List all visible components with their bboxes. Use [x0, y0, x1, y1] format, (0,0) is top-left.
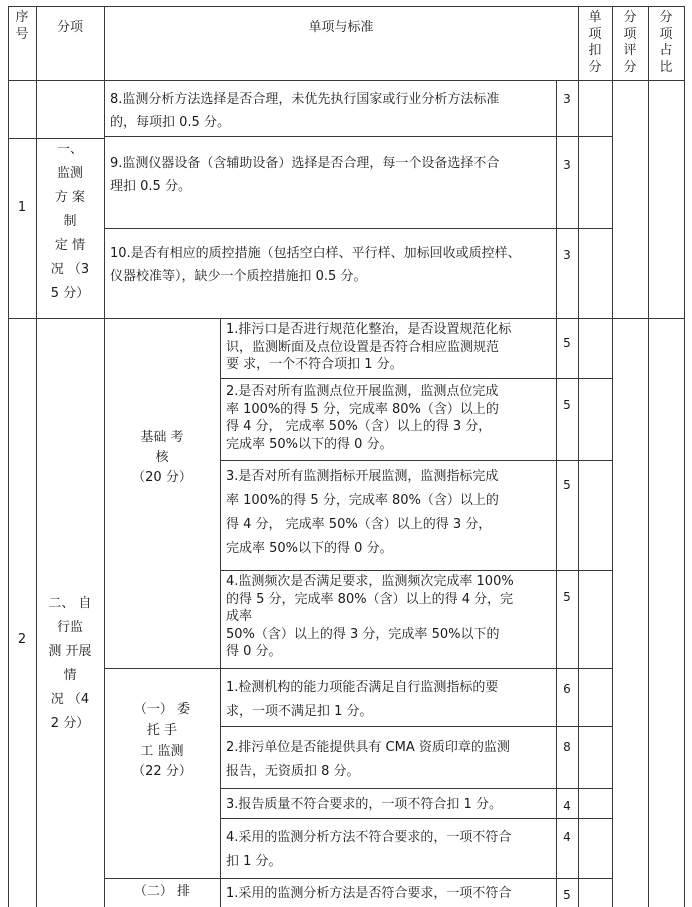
rule-c3-bottom [220, 818, 612, 819]
header-section: 分项 [56, 20, 83, 35]
rule-right [684, 6, 685, 907]
rule-item9-bottom [104, 228, 612, 229]
section-seq: 2 [17, 632, 27, 647]
subsection-name: （一） 委 托 手 工 监测 （22 分） [132, 702, 192, 780]
item-text: 2.是否对所有监测点位开展监测，监测点位完成 率 100%的得 5 分，完成率 80%（含）以上的 得 4 分， 完成率 50%（含）以上的得 3 分， 完成率 50%以下的得 0 分。 [226, 384, 499, 452]
header-deduct: 单 项 扣 分 [588, 10, 602, 75]
rule-c2-bottom [220, 788, 612, 789]
header-seq: 序 号 [15, 10, 29, 42]
item-points: 4 [563, 799, 571, 813]
item-points: 5 [563, 398, 571, 412]
item-text: 8.监测分析方法选择是否合理，未优先执行国家或行业分析方法标准 的，每项扣 0.5 分。 [110, 92, 500, 130]
item-text: 4.采用的监测分析方法不符合要求的，一项不符合 扣 1 分。 [226, 830, 512, 870]
rule-deduct-right [612, 6, 613, 907]
item-points: 6 [563, 682, 571, 696]
section-name: 一、 监测 方 案 制 定 情 况 （3 5 分） [50, 142, 90, 302]
rule-score-right [648, 6, 649, 907]
rule-top [8, 6, 684, 7]
rule-subsection-right [220, 318, 221, 907]
subsection-name: 基础 考 核 （20 分） [132, 430, 192, 486]
item-points: 5 [563, 336, 571, 350]
section-seq: 1 [17, 200, 27, 215]
header-items: 单项与标准 [308, 20, 374, 35]
rule-left [8, 6, 9, 907]
item-text: 3.是否对所有监测指标开展监测，监测指标完成 率 100%的得 5 分，完成率 80%（含）以上的 得 4 分， 完成率 50%（含）以上的得 3 分， 完成率 50%以下的得 0 分。 [226, 469, 499, 557]
item-points: 5 [563, 590, 571, 604]
item-points: 5 [563, 888, 571, 902]
item-points: 4 [563, 830, 571, 844]
rule-c1-bottom [220, 726, 612, 727]
header-score: 分 项 评 分 [623, 10, 637, 75]
item-points: 8 [563, 740, 571, 754]
item-text: 9.监测仪器设备（含辅助设备）选择是否合理，每一个设备选择不合 理扣 0.5 分。 [110, 156, 500, 194]
item-text: 1.采用的监测分析方法是否符合要求，一项不符合 [226, 886, 512, 901]
rule-b3-bottom [220, 570, 612, 571]
item-text: 2.排污单位是否能提供具有 CMA 资质印章的监测 报告，无资质扣 8 分。 [226, 740, 510, 780]
section-name: 二、 自 行监 测 开展 情 况 （4 2 分） [48, 596, 92, 732]
rule-section1-bottom [8, 318, 684, 319]
rule-points-right [578, 6, 579, 907]
rule-c4-bottom [104, 878, 612, 879]
rule-b1-bottom [220, 378, 612, 379]
item-text: 1.检测机构的能力项能否满足自行监测指标的要 求，一项不满足扣 1 分。 [226, 680, 499, 720]
rule-b2-bottom [220, 460, 612, 461]
item-points: 3 [563, 248, 571, 262]
item-text: 3.报告质量不符合要求的，一项不符合扣 1 分。 [226, 797, 502, 812]
item-points: 3 [563, 158, 571, 172]
rule-item8-bottom [104, 136, 612, 137]
rule-b4-bottom [104, 668, 612, 669]
item-text: 4.监测频次是否满足要求，监测频次完成率 100% 的得 5 分，完成率 80%（含）以上的得 4 分，完 成率 50%（含）以上的得 3 分，完成率 50%以下的 得 0 分。 [226, 574, 514, 660]
subsection-name: （二） 排 [133, 884, 191, 899]
item-text: 10.是否有相应的质控措施（包括空白样、平行样、加标回收或质控样、 仪器校准等），缺少一个质控措施扣 0.5 分。 [110, 246, 521, 284]
item-points: 5 [563, 478, 571, 492]
item-points: 3 [563, 92, 571, 106]
rule-header-bottom [8, 80, 684, 81]
item-text: 1.排污口是否进行规范化整治，是否设置规范化标 识，监测断面及点位设置是否符合相应监测规范 要 求，一个不符合项扣 1 分。 [226, 322, 512, 373]
header-share: 分 项 占 比 [659, 10, 673, 75]
